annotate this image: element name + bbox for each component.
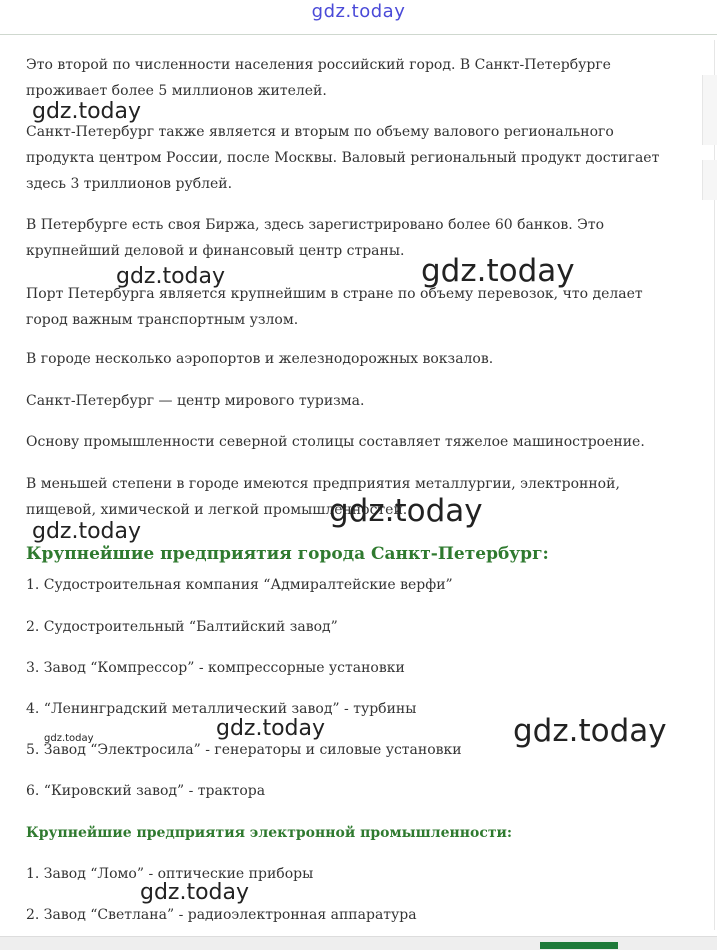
paragraph: В меньшей степени в городе имеются предприятия металлургии, электронной, пищевой, химической и легкой промышленностей. (26, 476, 620, 518)
watermark: gdz.today (32, 99, 142, 124)
top-bar (0, 0, 717, 35)
watermark: gdz.today (44, 733, 94, 744)
paragraph: В Петербурге есть своя Биржа, здесь зарегистрировано более 60 банков. Это крупнейший деловой и финансовый центр страны. (26, 217, 605, 259)
watermark: gdz.today (140, 880, 250, 905)
list-item: 2. Судостроительный “Балтийский завод” (26, 619, 338, 635)
list-item: 2. Завод “Светлана” - радиоэлектронная аппаратура (26, 907, 417, 923)
side-tab[interactable] (702, 75, 717, 145)
watermark: gdz.today (421, 253, 575, 289)
list-item: 3. Завод “Компрессор” - компрессорные установки (26, 660, 405, 676)
watermark: gdz.today (216, 716, 326, 741)
list-item: 1. Судостроительная компания “Адмиралтейские верфи” (26, 577, 453, 593)
section-heading: Крупнейшие предприятия города Санкт-Петербург: (26, 544, 549, 564)
paragraph: В городе несколько аэропортов и железнодорожных вокзалов. (26, 351, 494, 367)
paragraph: Порт Петербурга является крупнейшим в стране по объему перевозок, что делает город важным транспортным узлом. (26, 286, 643, 328)
list-item: 4. “Ленинградский металлический завод” - турбины (26, 701, 417, 717)
watermark: gdz.today (32, 519, 142, 544)
subsection-heading: Крупнейшие предприятия электронной промышленности: (26, 825, 513, 841)
paragraph: Основу промышленности северной столицы составляет тяжелое машиностроение. (26, 434, 645, 450)
bottom-button[interactable] (540, 942, 618, 949)
watermark: gdz.today (513, 713, 667, 749)
side-tab[interactable] (702, 160, 717, 200)
list-item: 5. Завод “Электросила” - генераторы и силовые установки (26, 742, 462, 758)
paragraph: Санкт-Петербург также является и вторым по объему валового регионального продукта центром России, после Москвы. Валовый региональный продукт достигает здесь 3 триллионов рублей. (26, 124, 660, 192)
site-logo[interactable]: gdz.today (311, 1, 406, 22)
paragraph: Это второй по численности населения российский город. В Санкт-Петербурге проживает более 5 миллионов жителей. (26, 57, 611, 99)
list-item: 6. “Кировский завод” - трактора (26, 783, 266, 799)
watermark: gdz.today (116, 264, 226, 289)
watermark: gdz.today (329, 493, 483, 529)
list-item: 1. Завод “Ломо” - оптические приборы (26, 866, 314, 882)
paragraph: Санкт-Петербург — центр мирового туризма. (26, 393, 365, 409)
